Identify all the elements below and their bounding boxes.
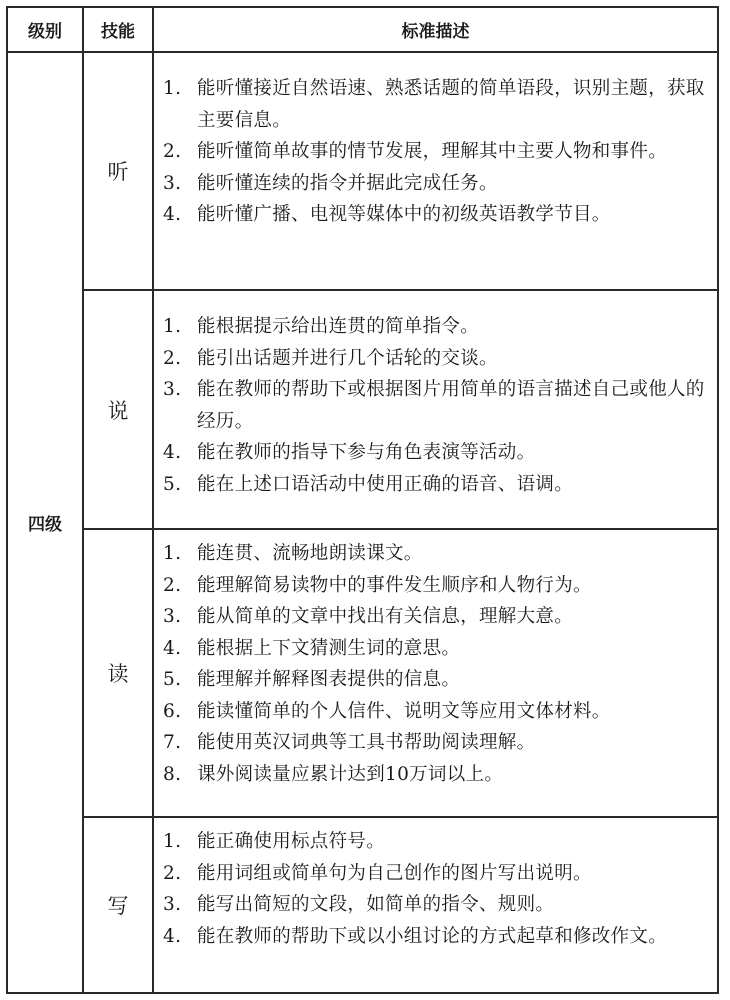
item-text: 能使用英汉词典等工具书帮助阅读理解。 [197, 732, 536, 753]
list-item: 8. 课外阅读量应累计达到10万词以上。 [163, 763, 504, 785]
skill-listening: 听 [107, 160, 129, 184]
table-border-bottom [6, 992, 719, 994]
list-item: 1. 能根据提示给出连贯的简单指令。 [163, 316, 480, 337]
column-divider [152, 6, 154, 994]
item-text: 能在教师的帮助下或根据图片用简单的语言描述自己或他人的经历。 [197, 379, 705, 432]
speaking-descriptions [163, 311, 719, 500]
list-item: 4. 能听懂广播、电视等媒体中的初级英语教学节目。 [163, 204, 611, 225]
skill-reading: 读 [107, 662, 129, 686]
item-text: 能正确使用标点符号。 [197, 831, 386, 852]
item-text: 能在上述口语活动中使用正确的语音、语调。 [197, 473, 574, 495]
list-item: 2. 能用词组或简单句为自己创作的图片写出说明。 [163, 862, 592, 884]
item-text: 能理解并解释图表提供的信息。 [197, 669, 461, 690]
item-text: 课外阅读量应累计达到10万词以上。 [197, 763, 504, 785]
list-item: 3. 能在教师的帮助下或根据图片用简单的语言描述自己或他人的经历。 [163, 379, 705, 432]
list-item: 2. 能听懂简单故事的情节发展，理解其中主要人物和事件。 [163, 141, 668, 162]
header-level: 级别 [28, 22, 62, 42]
list-item: 6. 能读懂简单的个人信件、说明文等应用文体材料。 [163, 700, 611, 722]
list-item: 2. 能理解简易读物中的事件发生顺序和人物行为。 [163, 574, 592, 596]
list-item: 3. 能写出简短的文段，如简单的指令、规则。 [163, 894, 555, 915]
item-text: 能听懂接近自然语速、熟悉话题的简单语段，识别主题，获取主要信息。 [197, 78, 705, 131]
item-text: 能连贯、流畅地朗读课文。 [197, 543, 423, 564]
list-item: 7. 能使用英汉词典等工具书帮助阅读理解。 [163, 732, 536, 753]
item-text: 能读懂简单的个人信件、说明文等应用文体材料。 [197, 700, 611, 722]
row-divider [82, 289, 719, 291]
item-text: 能听懂广播、电视等媒体中的初级英语教学节目。 [197, 204, 611, 225]
skill-writing: 写 [107, 894, 129, 918]
item-text: 能听懂连续的指令并据此完成任务。 [197, 172, 498, 194]
item-text: 能在教师的指导下参与角色表演等活动。 [197, 442, 536, 463]
list-item: 3. 能从简单的文章中找出有关信息，理解大意。 [163, 606, 574, 627]
skill-speaking: 说 [107, 398, 129, 423]
list-item: 5. 能理解并解释图表提供的信息。 [163, 669, 461, 690]
writing-descriptions [163, 826, 719, 952]
item-text: 能根据上下文猜测生词的意思。 [197, 637, 461, 659]
item-text: 能用词组或简单句为自己创作的图片写出说明。 [197, 862, 592, 884]
list-item: 5. 能在上述口语活动中使用正确的语音、语调。 [163, 473, 574, 495]
item-text: 能写出简短的文段，如简单的指令、规则。 [197, 894, 555, 915]
level-cell: 四级 [28, 515, 62, 535]
listening-descriptions [163, 73, 719, 231]
item-text: 能根据提示给出连贯的简单指令。 [197, 316, 480, 337]
item-text: 能引出话题并进行几个话轮的交谈。 [197, 347, 498, 369]
list-item: 3. 能听懂连续的指令并据此完成任务。 [163, 172, 498, 194]
item-text: 能在教师的帮助下或以小组讨论的方式起草和修改作文。 [197, 925, 668, 947]
list-item: 2. 能引出话题并进行几个话轮的交谈。 [163, 347, 498, 369]
list-item: 4. 能在教师的指导下参与角色表演等活动。 [163, 442, 536, 463]
list-item: 1. 能连贯、流畅地朗读课文。 [163, 543, 423, 564]
list-item: 1. 能听懂接近自然语速、熟悉话题的简单语段，识别主题，获取主要信息。 [163, 78, 705, 131]
header-description: 标准描述 [401, 22, 470, 42]
row-divider [82, 528, 719, 530]
item-text: 能理解简易读物中的事件发生顺序和人物行为。 [197, 574, 592, 596]
row-divider [82, 816, 719, 818]
reading-descriptions [163, 538, 719, 790]
item-text: 能听懂简单故事的情节发展，理解其中主要人物和事件。 [197, 141, 668, 162]
list-item: 4. 能根据上下文猜测生词的意思。 [163, 637, 461, 659]
header-skill: 技能 [101, 22, 135, 42]
list-item: 4. 能在教师的帮助下或以小组讨论的方式起草和修改作文。 [163, 925, 668, 947]
item-text: 能从简单的文章中找出有关信息，理解大意。 [197, 606, 574, 627]
list-item: 1. 能正确使用标点符号。 [163, 831, 386, 852]
